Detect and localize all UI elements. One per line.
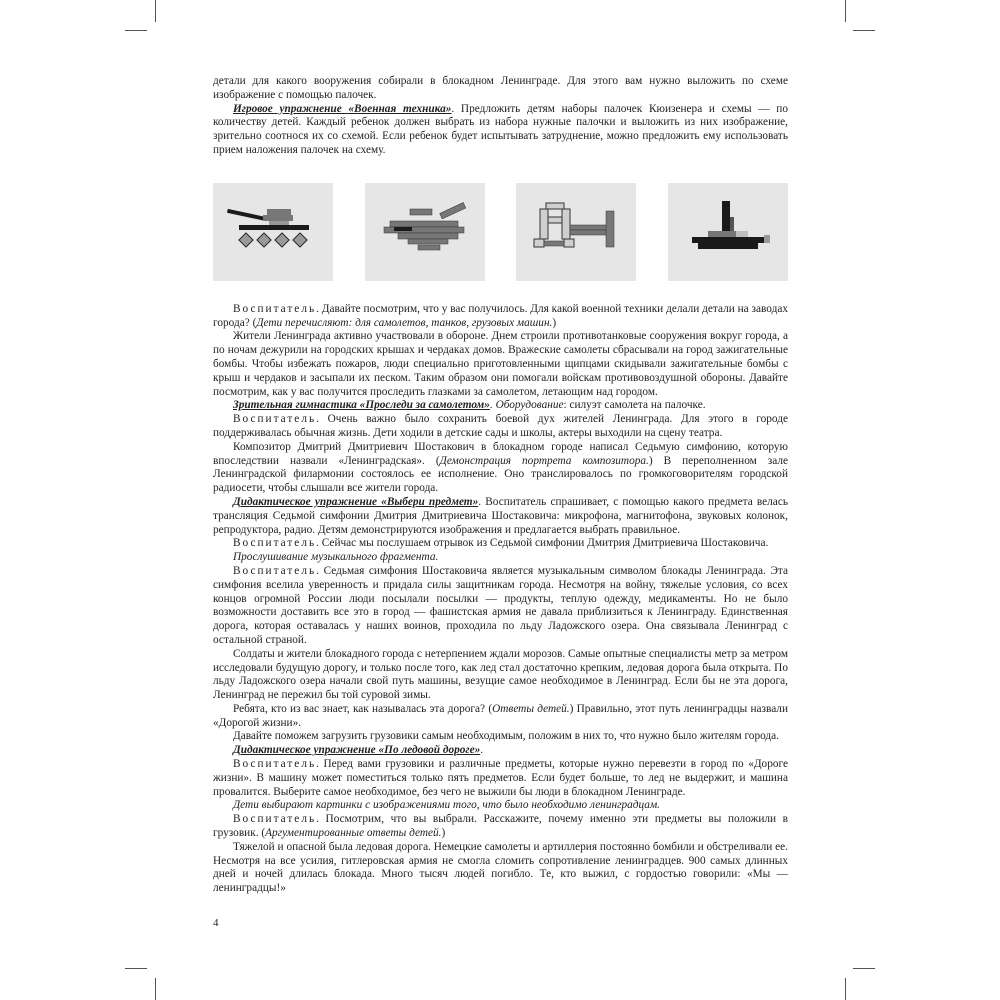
- paragraph: [213, 758, 788, 799]
- paragraph-italic: Демонстрация портрета композитора.: [439, 454, 649, 467]
- paragraph: [213, 703, 788, 731]
- paragraph: детали для какого вооружения собирали в блокадном Ленинграде. Для этого вам нужно выложить по схеме изображение с помощью палочек.: [213, 75, 788, 101]
- paragraph-text: ) В переполненном зале Ленинградской филармонии состоялось ее исполнение. Оно транслировалось по громкоговорителям городской радиосети, чтобы слышали все жители города.: [213, 454, 788, 495]
- speaker-label: Воспитатель: [233, 302, 317, 315]
- exercise-title: Дидактическое упражнение «По ледовой дороге»: [233, 744, 481, 757]
- paragraph-text: . Давайте посмотрим, что у вас получилось. Для какой военной техники делали детали на заводах города? (: [213, 302, 788, 329]
- paragraph-text: . Очень важно было сохранить боевой дух жителей Ленинграда. Для этого в городе поддерживалась обычная жизнь. Дети ходили в детские сады и школы, актеры выходили на сцену театра.: [213, 413, 788, 439]
- crop-mark: [155, 978, 156, 1000]
- paragraph-italic: Дети перечисляют: для самолетов, танков, грузовых машин.: [256, 316, 553, 329]
- paragraph-text: . Перед вами грузовики и различные предметы, которые нужно перевезти в город по «Дороге жизни». В машину может поместиться только пять предметов. Если будет больше, то лед не выдержит, и машина провалится. Выберите самое необходимое, без чего не выжили бы люди в блокадном Ленинграде.: [213, 758, 788, 798]
- ship-scheme-figure: [668, 183, 788, 281]
- page-number: 4: [213, 917, 219, 929]
- paragraph-text: . Сейчас мы послушаем отрывок из Седьмой симфонии Дмитрия Дмитриевича Шостаковича.: [316, 537, 769, 550]
- crop-mark: [155, 0, 156, 22]
- speaker-label: Воспитатель: [233, 413, 317, 426]
- crop-mark: [845, 0, 846, 22]
- paragraph: [213, 537, 788, 551]
- paragraph: [213, 399, 788, 413]
- paragraph-text: ) Правильно, этот путь ленинградцы назвали «Дорогой жизни».: [213, 702, 788, 729]
- paragraph: Жители Ленинграда активно участвовали в обороне. Днем строили противотанковые сооружения вокруг города, а по ночам дежурили на городских крышах и чердаках домов. Вражеские самолеты сбрасывали на город зажигательные бомбы. Чтобы избежать пожаров, люди специально приготовленными щипцами скидывали зажигательные бомбы с крыш и чердаков и засыпали их песком. Таким образом они помогали войскам противовоздушной обороны. Давайте посмотрим, как у вас получится проследить глазками за самолетом, летающим над городом.: [213, 330, 788, 398]
- paragraph-text: ): [441, 827, 446, 840]
- paragraph: Дети выбирают картинки с изображениями того, что было необходимо ленинградцам.: [233, 799, 660, 812]
- truck-scheme-icon: [526, 197, 626, 267]
- paragraph-text: .: [480, 744, 484, 757]
- plane-scheme-figure: [365, 183, 485, 281]
- ship-scheme-icon: [678, 197, 778, 267]
- crop-mark: [853, 30, 875, 31]
- paragraph: Давайте поможем загрузить грузовики самым необходимым, положим в них то, что нужно было жителям города.: [233, 730, 780, 743]
- paragraph-text: Ребята, кто из вас знает, как называлась эта дорога? (: [233, 702, 493, 715]
- paragraph-text: : силуэт самолета на палочке.: [563, 399, 706, 412]
- crop-mark: [845, 978, 846, 1000]
- crop-mark: [125, 30, 147, 31]
- page-content: [213, 75, 788, 896]
- speaker-label: Воспитатель: [233, 564, 317, 577]
- tank-scheme-figure: [213, 183, 333, 281]
- paragraph: [213, 813, 788, 841]
- paragraph: Тяжелой и опасной была ледовая дорога. Немецкие самолеты и артиллерия постоянно бомбили и обстреливали ее. Несмотря на все усилия, гитлеровская армия не смогла сломить сопротивление ленинградцев. 900 самых длинных дней и ночей длилась блокада. Много тысяч людей погибло. Те, кто выжил, с гордостью говорили: «Мы — ленинградцы!»: [213, 840, 788, 895]
- paragraph-text: . Посмотрим, что вы выбрали. Расскажите, почему именно эти предметы вы положили в грузовик. (: [213, 813, 788, 840]
- paragraph-italic: . Оборудование: [489, 399, 564, 412]
- exercise-title: Игровое упражнение «Военная техника»: [233, 102, 452, 115]
- paragraph: Солдаты и жители блокадного города с нетерпением ждали морозов. Самые опытные специалисты метр за метром исследовали будущую дорогу, и только после того, как лед стал достаточно крепким, ледовая дорога была открыта. По льду Ладожского озера начали свой путь машины, везущие самое необходимое в Ленинград. Если бы не эта дорога, Ленинград не пережил бы той суровой зимы.: [213, 647, 788, 702]
- paragraph: [213, 441, 788, 496]
- exercise-title: Зрительная гимнастика «Проследи за самолетом»: [233, 399, 490, 412]
- paragraph: [213, 744, 788, 758]
- paragraph: [213, 496, 788, 537]
- speaker-label: Воспитатель: [233, 813, 317, 826]
- speaker-label: Воспитатель: [233, 537, 317, 550]
- paragraph-italic: Ответы детей.: [492, 702, 570, 715]
- crop-mark: [125, 968, 147, 969]
- paragraph: [213, 103, 788, 158]
- truck-scheme-figure: [516, 183, 636, 281]
- paragraph: Прослушивание музыкального фрагмента.: [233, 551, 439, 564]
- plane-scheme-icon: [370, 197, 480, 267]
- paragraph: [213, 565, 788, 648]
- paragraph: [213, 303, 788, 331]
- crop-mark: [853, 968, 875, 969]
- paragraph-text: ): [552, 316, 557, 329]
- paragraph: [213, 413, 788, 441]
- exercise-title: Дидактическое упражнение «Выбери предмет»: [233, 495, 479, 508]
- figure-row: [213, 183, 788, 281]
- paragraph-text: Композитор Дмитрий Дмитриевич Шостакович в блокадном городе написал Седьмую симфонию, которую впоследствии назвали «Ленинградская». (: [213, 440, 788, 467]
- tank-scheme-icon: [223, 197, 323, 267]
- paragraph-text: . Воспитатель спрашивает, с помощью какого предмета велась трансляция Седьмой симфонии Дмитрия Дмитриевича Шостаковича: микрофона, магнитофона, звуковых колонок, репродуктора, радио. Детям демонстрируются изображения и предлагается выбрать правильное.: [213, 495, 788, 536]
- paragraph-italic: Аргументированные ответы детей.: [265, 827, 442, 840]
- paragraph-text: . Седьмая симфония Шостаковича является музыкальным символом блокады Ленинграда. Эта симфония вселила уверенность и придала силы защитникам города. Несмотря на войну, тяжелые условия, со всех концов огромной России люди посылали посылки — продукты, теплую одежду, медикаменты. Но не было возможности доставить все это в город — фашистская армия не давала приблизиться к Ленинграду. Единственная дорога, которая оставалась у наших воинов, проходила по льду Ладожского озера. Она связывала Ленинград с остальной страной.: [213, 564, 788, 646]
- speaker-label: Воспитатель: [233, 758, 317, 771]
- paragraph-text: . Предложить детям наборы палочек Кюизенера и схемы — по количеству детей. Каждый ребенок должен выбрать из набора нужные палочки и выложить из них изображение, зрительно соотнося их со схемой. Если ребенок будет испытывать затруднение, можно предложить ему использовать прием наложения палочек на схему.: [213, 102, 788, 156]
